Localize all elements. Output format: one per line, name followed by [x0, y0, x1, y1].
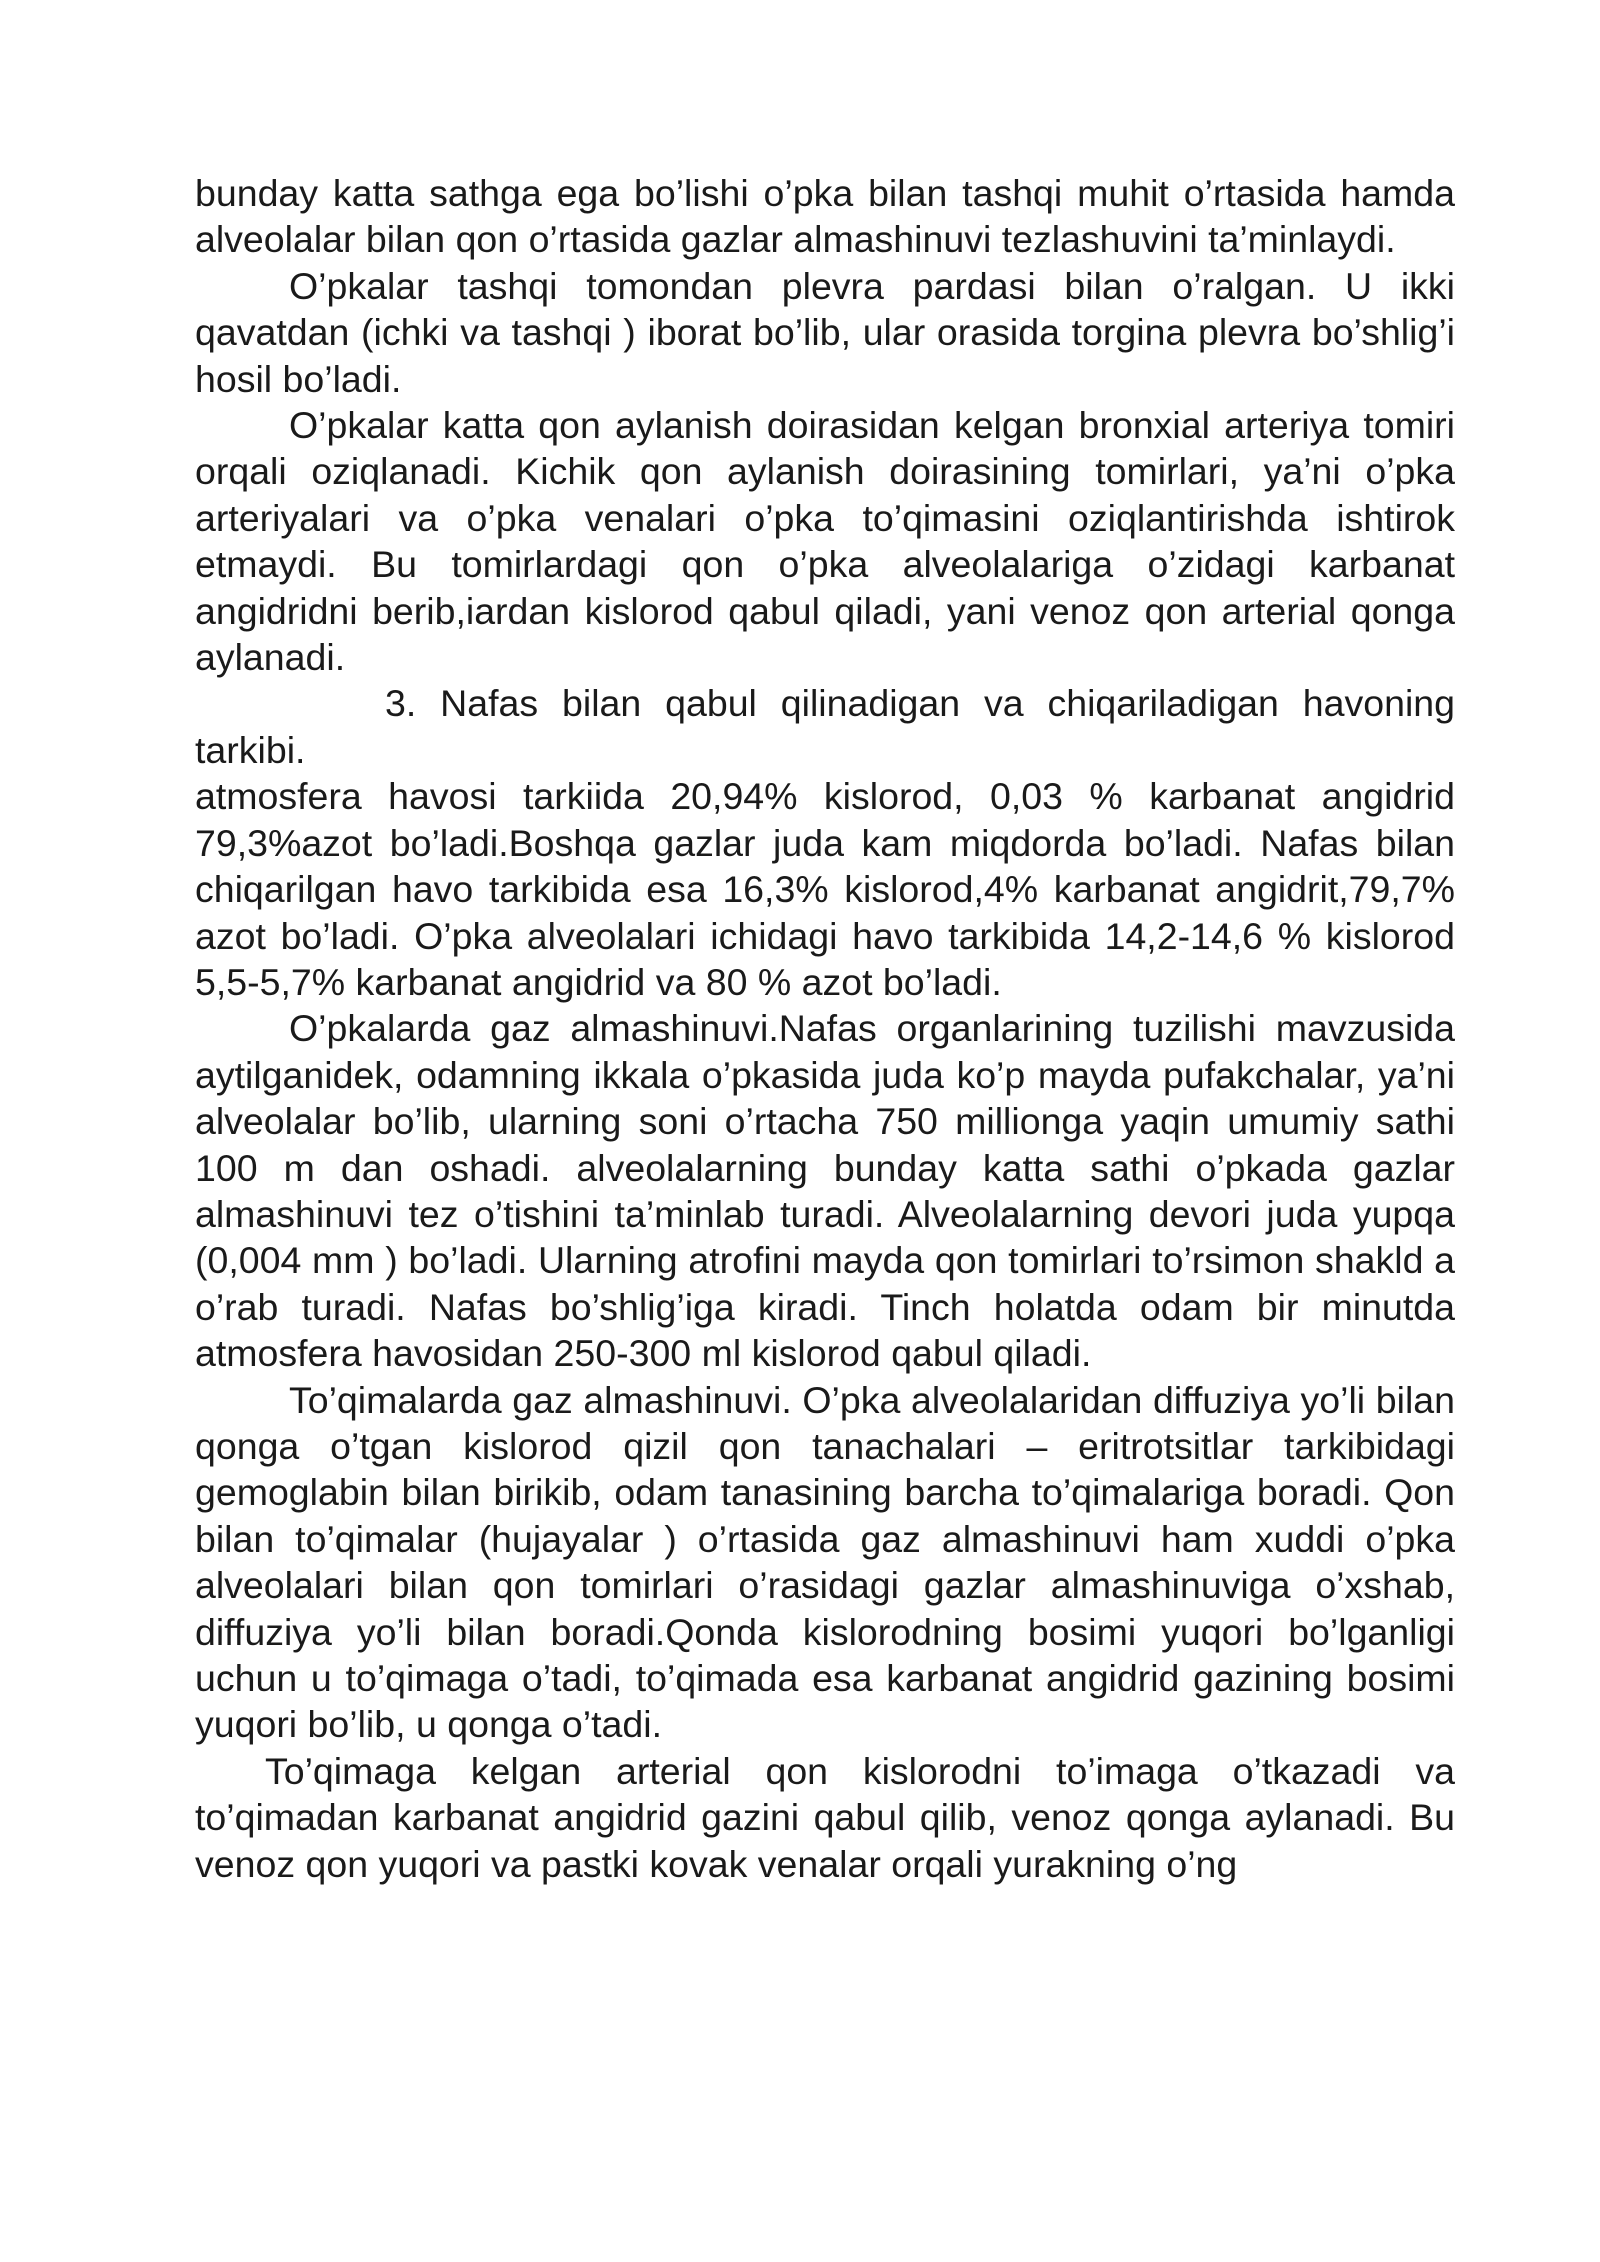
document-page	[195, 170, 1455, 1887]
section-heading: 3. Nafas bilan qabul qilinadigan va chiqariladigan havoning tarkibi.	[195, 682, 1455, 771]
paragraph-surface-area: bunday katta sathga ega bo’lishi o’pka bilan tashqi muhit o’rtasida hamda alveolalar bilan qon o’rtasida gazlar almashinuvi tezlashuvini ta’minlaydi.	[195, 172, 1455, 261]
paragraph-air-composition: atmosfera havosi tarkiida 20,94% kislorod, 0,03 % karbanat angidrid 79,3%azot bo’ladi.Boshqa gazlar juda kam miqdorda bo’ladi. Nafas bilan chiqarilgan havo tarkibida esa 16,3% kislorod,4% karbanat angidrit,79,7% azot bo’ladi. O’pka alveolalari ichidagi havo tarkibida 14,2-14,6 % kislorod 5,5-5,7% karbanat angidrid va 80 % azot bo’ladi.	[195, 775, 1455, 1003]
paragraph-blood-supply: O’pkalar katta qon aylanish doirasidan kelgan bronxial arteriya tomiri orqali oziqlanadi. Kichik qon aylanish doirasining tomirlari, ya’ni o’pka arteriyalari va o’pka venalari o’pka to’qimasini oziqlantirishda ishtirok etmaydi. Bu tomirlardagi qon o’pka alveolalariga o’zidagi karbanat angidridni berib,iardan kislorod qabul qiladi, yani venoz qon arterial qonga aylanadi.	[195, 404, 1455, 679]
paragraph-venous-blood: To’qimaga kelgan arterial qon kislorodni to’imaga o’tkazadi va to’qimadan karbanat angidrid gazini qabul qilib, venoz qonga aylanadi. Bu venoz qon yuqori va pastki kovak venalar orqali yurakning o’ng	[195, 1749, 1455, 1885]
paragraph-tissue-gas-exchange: To’qimalarda gaz almashinuvi. O’pka alveolalaridan diffuziya yo’li bilan qonga o’tgan kislorod qizil qon tanachalari – eritrotsitlar tarkibidagi gemoglabin bilan birikib, odam tanasining barcha to’qimalariga boradi. Qon bilan to’qimalar (hujayalar ) o’rtasida gaz almashinuvi ham xuddi o’pka alveolalari bilan qon tomirlari o’rasidagi gazlar almashinuviga o’xshab, diffuziya yo’li bilan boradi.Qonda kislorodning bosimi yuqori bo’lganligi uchun u to’qimaga o’tadi, to’qimada esa karbanat angidrid gazining bosimi yuqori bo’lib, u qonga o’tadi.	[195, 1378, 1455, 1746]
paragraph-lung-gas-exchange: O’pkalarda gaz almashinuvi.Nafas organlarining tuzilishi mavzusida aytilganidek, odamning ikkala o’pkasida juda ko’p mayda pufakchalar, ya’ni alveolalar bo’lib, ularning soni o’rtacha 750 millionga yaqin umumiy sathi 100 m dan oshadi. alveolalarning bunday katta sathi o’pkada gazlar almashinuvi tez o’tishini ta’minlab turadi. Alveolalarning devori juda yupqa (0,004 mm ) bo’ladi. Ularning atrofini mayda qon tomirlari to’rsimon shakld a o’rab turadi. Nafas bo’shlig’iga kiradi. Tinch holatda odam bir minutda atmosfera havosidan 250-300 ml kislorod qabul qiladi.	[195, 1007, 1455, 1375]
paragraph-pleura: O’pkalar tashqi tomondan plevra pardasi bilan o’ralgan. U ikki qavatdan (ichki va tashqi ) iborat bo’lib, ular orasida torgina plevra bo’shlig’i hosil bo’ladi.	[195, 264, 1455, 400]
